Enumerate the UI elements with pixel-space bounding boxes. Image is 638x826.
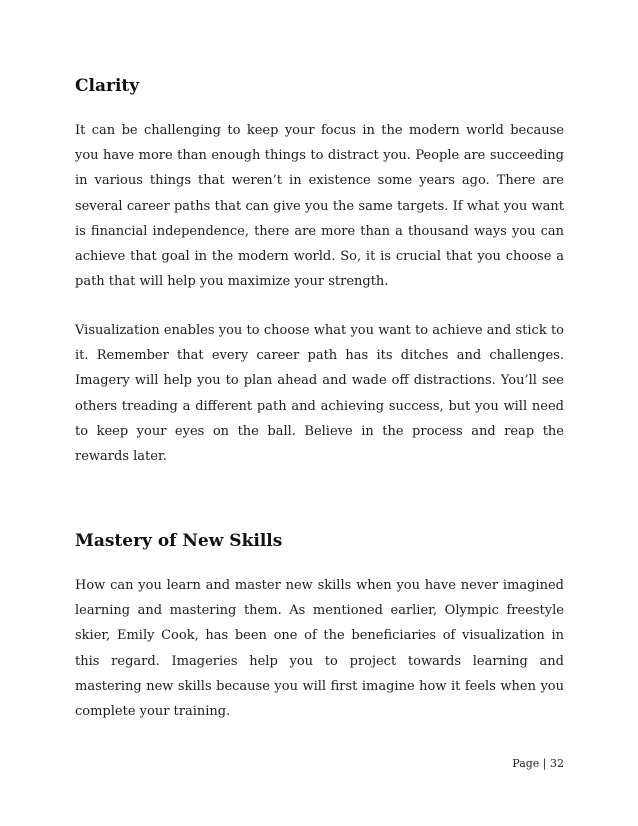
page-number: Page | 32: [512, 757, 564, 770]
mastery-paragraph-1: How can you learn and master new skills when you have never imagined learning and mastering them. As mentioned earlier, Olympic freestyle skier, Emily Cook, has been one of the beneficiaries of visualization in this regard. Imageries help you to project towards learning and mastering new skills because you will first imagine how it feels when you complete your training.: [75, 578, 564, 720]
section-heading-mastery: Mastery of New Skills: [75, 531, 283, 551]
clarity-paragraph-2: Visualization enables you to choose what you want to achieve and stick to it. Remember that every career path has its ditches and challenges. Imagery will help you to plan ahead and wade off distractions. You’ll see others treading a different path and achieving success, but you will need to keep your eyes on the ball. Believe in the process and reap the rewards later.: [75, 323, 564, 465]
section-heading-clarity: Clarity: [75, 76, 140, 96]
clarity-paragraph-1: It can be challenging to keep your focus in the modern world because you have more than enough things to distract you. People are succeeding in various things that weren’t in existence some years ago. There are several career paths that can give you the same targets. If what you want is financial independence, there are more than a thousand ways you can achieve that goal in the modern world. So, it is crucial that you choose a path that will help you maximize your strength.: [75, 123, 564, 290]
